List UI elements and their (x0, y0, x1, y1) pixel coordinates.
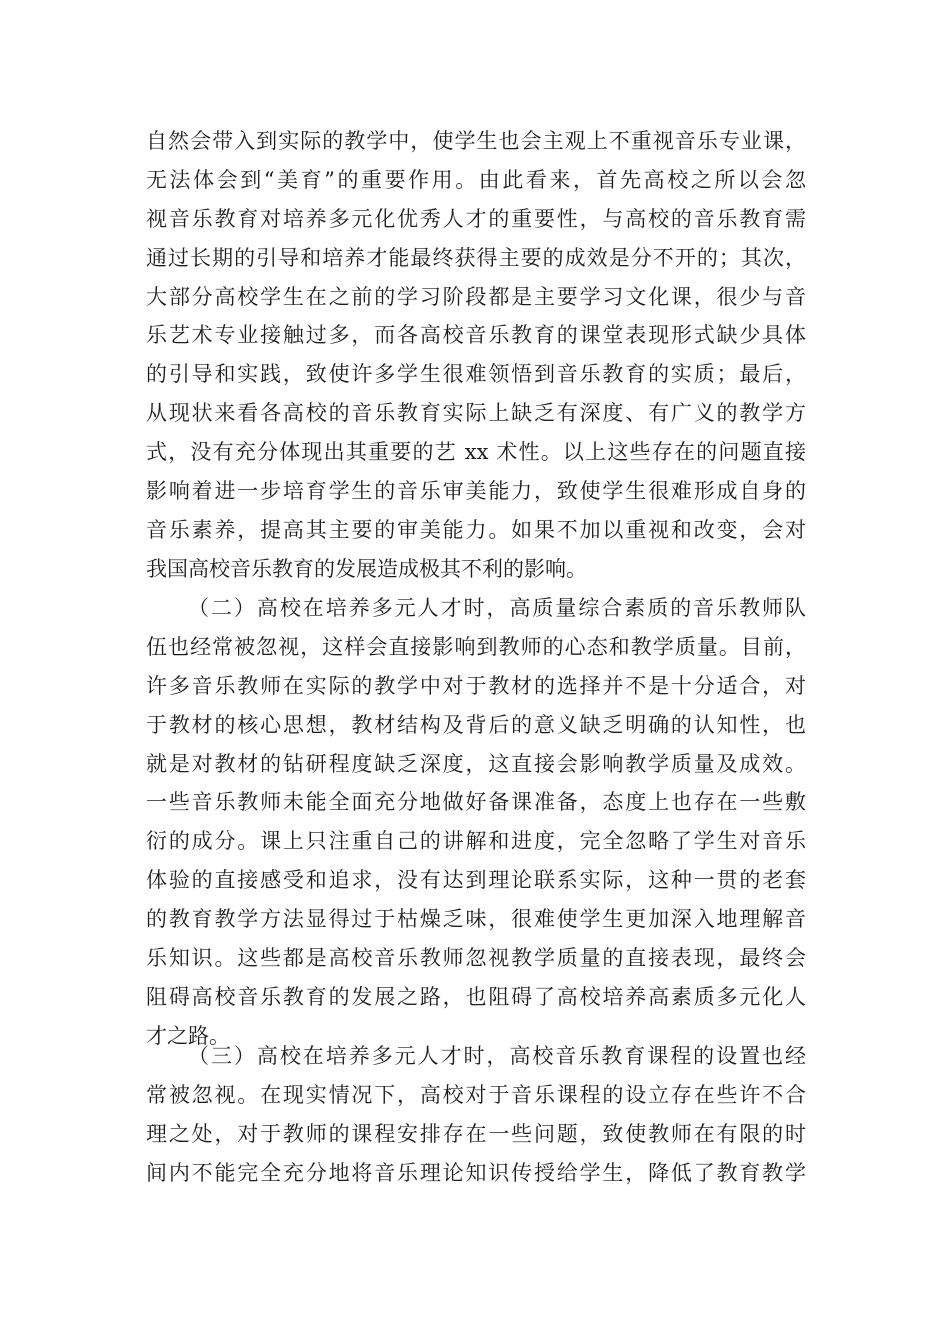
paragraph-line: 的引导和实践，致使许多学生很难领悟到音乐教育的实质；最后， (146, 362, 806, 387)
paragraph-line: 于教材的核心思想，教材结构及背后的意义缺乏明确的认知性，也 (146, 712, 806, 737)
paragraph-line: 一些音乐教师未能全面充分地做好备课准备，态度上也存在一些敷 (146, 790, 806, 815)
paragraph-line: （二）高校在培养多元人才时，高质量综合素质的音乐教师队 (188, 596, 806, 620)
paragraph-line: 大部分高校学生在之前的学习阶段都是主要学习文化课，很少与音 (146, 284, 806, 309)
paragraph-2 (146, 589, 806, 1056)
paragraph-line: 体验的直接感受和追求，没有达到理论联系实际，这种一贯的老套 (146, 868, 806, 893)
paragraph-line: 乐艺术专业接触过多，而各高校音乐教育的课堂表现形式缺少具体 (146, 323, 806, 348)
paragraph-line: 常被忽视。在现实情况下，高校对于音乐课程的设立存在些许不合 (146, 1082, 806, 1107)
paragraph-line: 衍的成分。课上只注重自己的讲解和进度，完全忽略了学生对音乐 (146, 829, 806, 854)
paragraph-line: 许多音乐教师在实际的教学中对于教材的选择并不是十分适合，对 (146, 673, 806, 698)
paragraph-line: 影响着进一步培育学生的音乐审美能力，致使学生很难形成自身的 (146, 479, 806, 504)
paragraph-line: 无法体会到“美育”的重要作用。由此看来，首先高校之所以会忽 (146, 167, 806, 192)
paragraph-line: 我国高校音乐教育的发展造成极其不利的影响。 (146, 556, 587, 581)
paragraph-line: 自然会带入到实际的教学中，使学生也会主观上不重视音乐专业课， (146, 129, 806, 153)
paragraph-line: 阻碍高校音乐教育的发展之路，也阻碍了高校培养高素质多元化人 (146, 984, 806, 1009)
paragraph-line: 理之处，对于教师的课程安排存在一些问题，致使教师在有限的时 (146, 1121, 806, 1146)
paragraph-line: 伍也经常被忽视，这样会直接影响到教师的心态和教学质量。目前， (146, 634, 806, 659)
paragraph-line: 音乐素养，提高其主要的审美能力。如果不加以重视和改变，会对 (146, 517, 806, 542)
paragraph-line: 才之路。 (146, 1023, 230, 1048)
paragraph-3 (146, 1037, 806, 1193)
paragraph-line: 乐知识。这些都是高校音乐教师忽视教学质量的直接表现，最终会 (146, 946, 806, 971)
paragraph-line: 视音乐教育对培养多元化优秀人才的重要性，与高校的音乐教育需 (146, 206, 806, 231)
paragraph-line: 就是对教材的钻研程度缺乏深度，这直接会影响教学质量及成效。 (146, 751, 806, 776)
paragraph-1 (146, 122, 806, 589)
paragraph-line: 式，没有充分体现出其重要的艺 xx 术性。以上这些存在的问题直接 (146, 440, 806, 465)
paragraph-line: 的教育教学方法显得过于枯燥乏味，很难使学生更加深入地理解音 (146, 907, 806, 932)
paragraph-line: 通过长期的引导和培养才能最终获得主要的成效是分不开的；其次， (146, 245, 806, 270)
paragraph-line: （三）高校在培养多元人才时，高校音乐教育课程的设置也经 (188, 1044, 806, 1068)
paragraph-line: 从现状来看各高校的音乐教育实际上缺乏有深度、有广义的教学方 (146, 401, 806, 426)
paragraph-line: 间内不能完全充分地将音乐理论知识传授给学生，降低了教育教学 (146, 1160, 806, 1185)
